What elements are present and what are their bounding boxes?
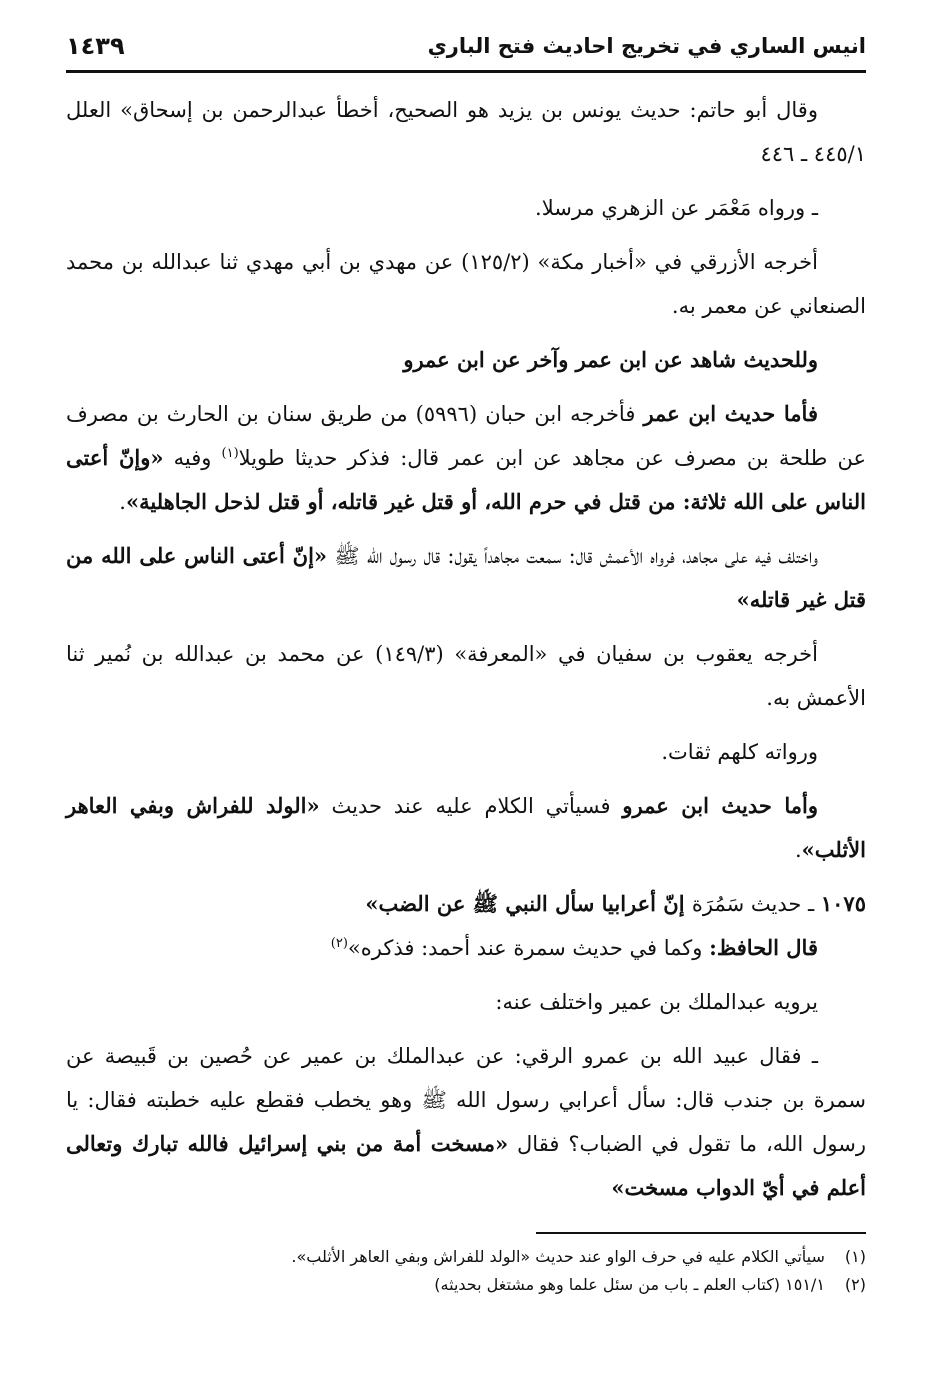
text-segment: أخرجه يعقوب بن سفيان في «المعرفة» (١٤٩/٣) عن محمد بن عبدالله بن نُمير ثنا الأعمش به. [66,642,866,710]
hadith-quote: «وإنّ أعتى الناس على الله ثلاثة: من قتل في حرم الله، أو قتل غير قاتله، أو قتل لذحل الجاهلية» [66,445,866,514]
paragraph-amash [66,534,866,622]
hadith-quote: «إنّ أعتى الناس على الله من قتل غير قاتله» [66,543,866,612]
footnote-text: سيأتي الكلام عليه في حرف الواو عند حديث «الولد للفراش وبفي العاهر الأثلب». [291,1247,825,1266]
text-segment: واختلف فيه على مجاهد، فرواه الأعمش قال: سمعت مجاهداً يقول: قال رسول الله ﷺ [327,544,818,568]
text-segment: . [119,490,126,514]
narrator-name: سَمُرَة [691,892,745,916]
text-segment: ـ ورواه مَعْمَر عن الزهري مرسلا. [535,196,818,220]
text-segment: وفيه [163,446,222,470]
text-segment: وكما في حديث سمرة عند أحمد: فذكره» [347,936,710,960]
hadith-quote: «مسخت أمة من بني إسرائيل فالله تبارك وتعالى أعلم في أيّ الدواب مسخت» [66,1131,866,1200]
paragraph-mamar [66,186,866,230]
paragraph-azraqi [66,240,866,328]
hadith-title: إنّ أعرابيا سأل النبي ﷺ عن الضب» [365,891,692,916]
paragraph-shahid [66,338,866,382]
text-segment: فسيأتي الكلام عليه عند حديث [319,794,623,818]
text-segment: ـ فقال عبيد الله بن عمرو الرقي: عن عبدالملك بن عمير عن حُصين بن قَبيصة عن سمرة بن جندب قال: سأل أعرابي رسول الله ﷺ وهو يخطب فقطع عليه خطبته فقال: يا رسول الله، ما تقول في الضباب؟ فقال [66,1044,866,1156]
running-header [66,30,866,73]
bold-heading: وللحديث شاهد عن ابن عمر وآخر عن ابن عمرو [403,347,818,372]
footnote-2 [434,1274,866,1296]
footnote-number: (٢) [844,1275,866,1294]
text-segment: يرويه عبدالملك بن عمير واختلف عنه: [495,990,818,1014]
main-text [66,88,866,1210]
paragraph-ibn-amr [66,784,866,872]
text-segment: ورواته كلهم ثقات. [661,740,818,764]
text-segment: ـ حديث [744,892,821,916]
paragraph-raqqi [66,1034,866,1210]
bold-lead: وأما حديث ابن عمرو [622,793,818,818]
paragraph-yaqub [66,632,866,720]
hadith-quote: «الولد للفراش وبفي العاهر الأثلب» [66,793,866,862]
paragraph-hafiz [66,926,866,970]
text-segment: أخرجه الأزرقي في «أخبار مكة» (١٢٥/٢) عن مهدي بن أبي مهدي ثنا عبدالله بن محمد الصنعاني عن معمر به. [66,250,866,318]
footnote-ref-2[interactable]: (٢) [330,936,348,951]
paragraph-ibn-umar [66,392,866,524]
footnote-1 [291,1246,866,1268]
paragraph-abu-hatim [66,88,866,176]
header-title: انيس الساري في تخريج احاديث فتح الباري [427,34,866,58]
page-number: ١٤٣٩ [66,32,125,60]
bold-lead: قال الحافظ: [709,935,818,960]
text-segment: فأخرجه ابن حبان (٥٩٩٦) من طريق سنان بن الحارث بن مصرف عن طلحة بن مصرف عن مجاهد عن ابن عمر قال: فذكر حديثا طويلا [66,402,866,470]
hadith-number: ١٠٧٥ [820,891,866,916]
text-segment: وقال أبو حاتم: حديث يونس بن يزيد هو الصحيح، أخطأ عبدالرحمن بن إسحاق» العلل ٤٤٥/١ ـ ٤٤٦ [66,98,866,166]
paragraph-thiqat [66,730,866,774]
footnote-number: (١) [844,1247,866,1266]
paragraph-abdulmalik [66,980,866,1024]
hadith-heading-1075 [66,882,866,926]
footnote-text: ١٥١/١ (كتاب العلم ـ باب من سئل علما وهو مشتغل بحديثه) [434,1275,825,1294]
text-segment: . [794,838,802,862]
footnote-divider [536,1232,866,1234]
bold-lead: فأما حديث ابن عمر [643,401,818,426]
footnote-ref-1[interactable]: (١) [221,446,239,461]
